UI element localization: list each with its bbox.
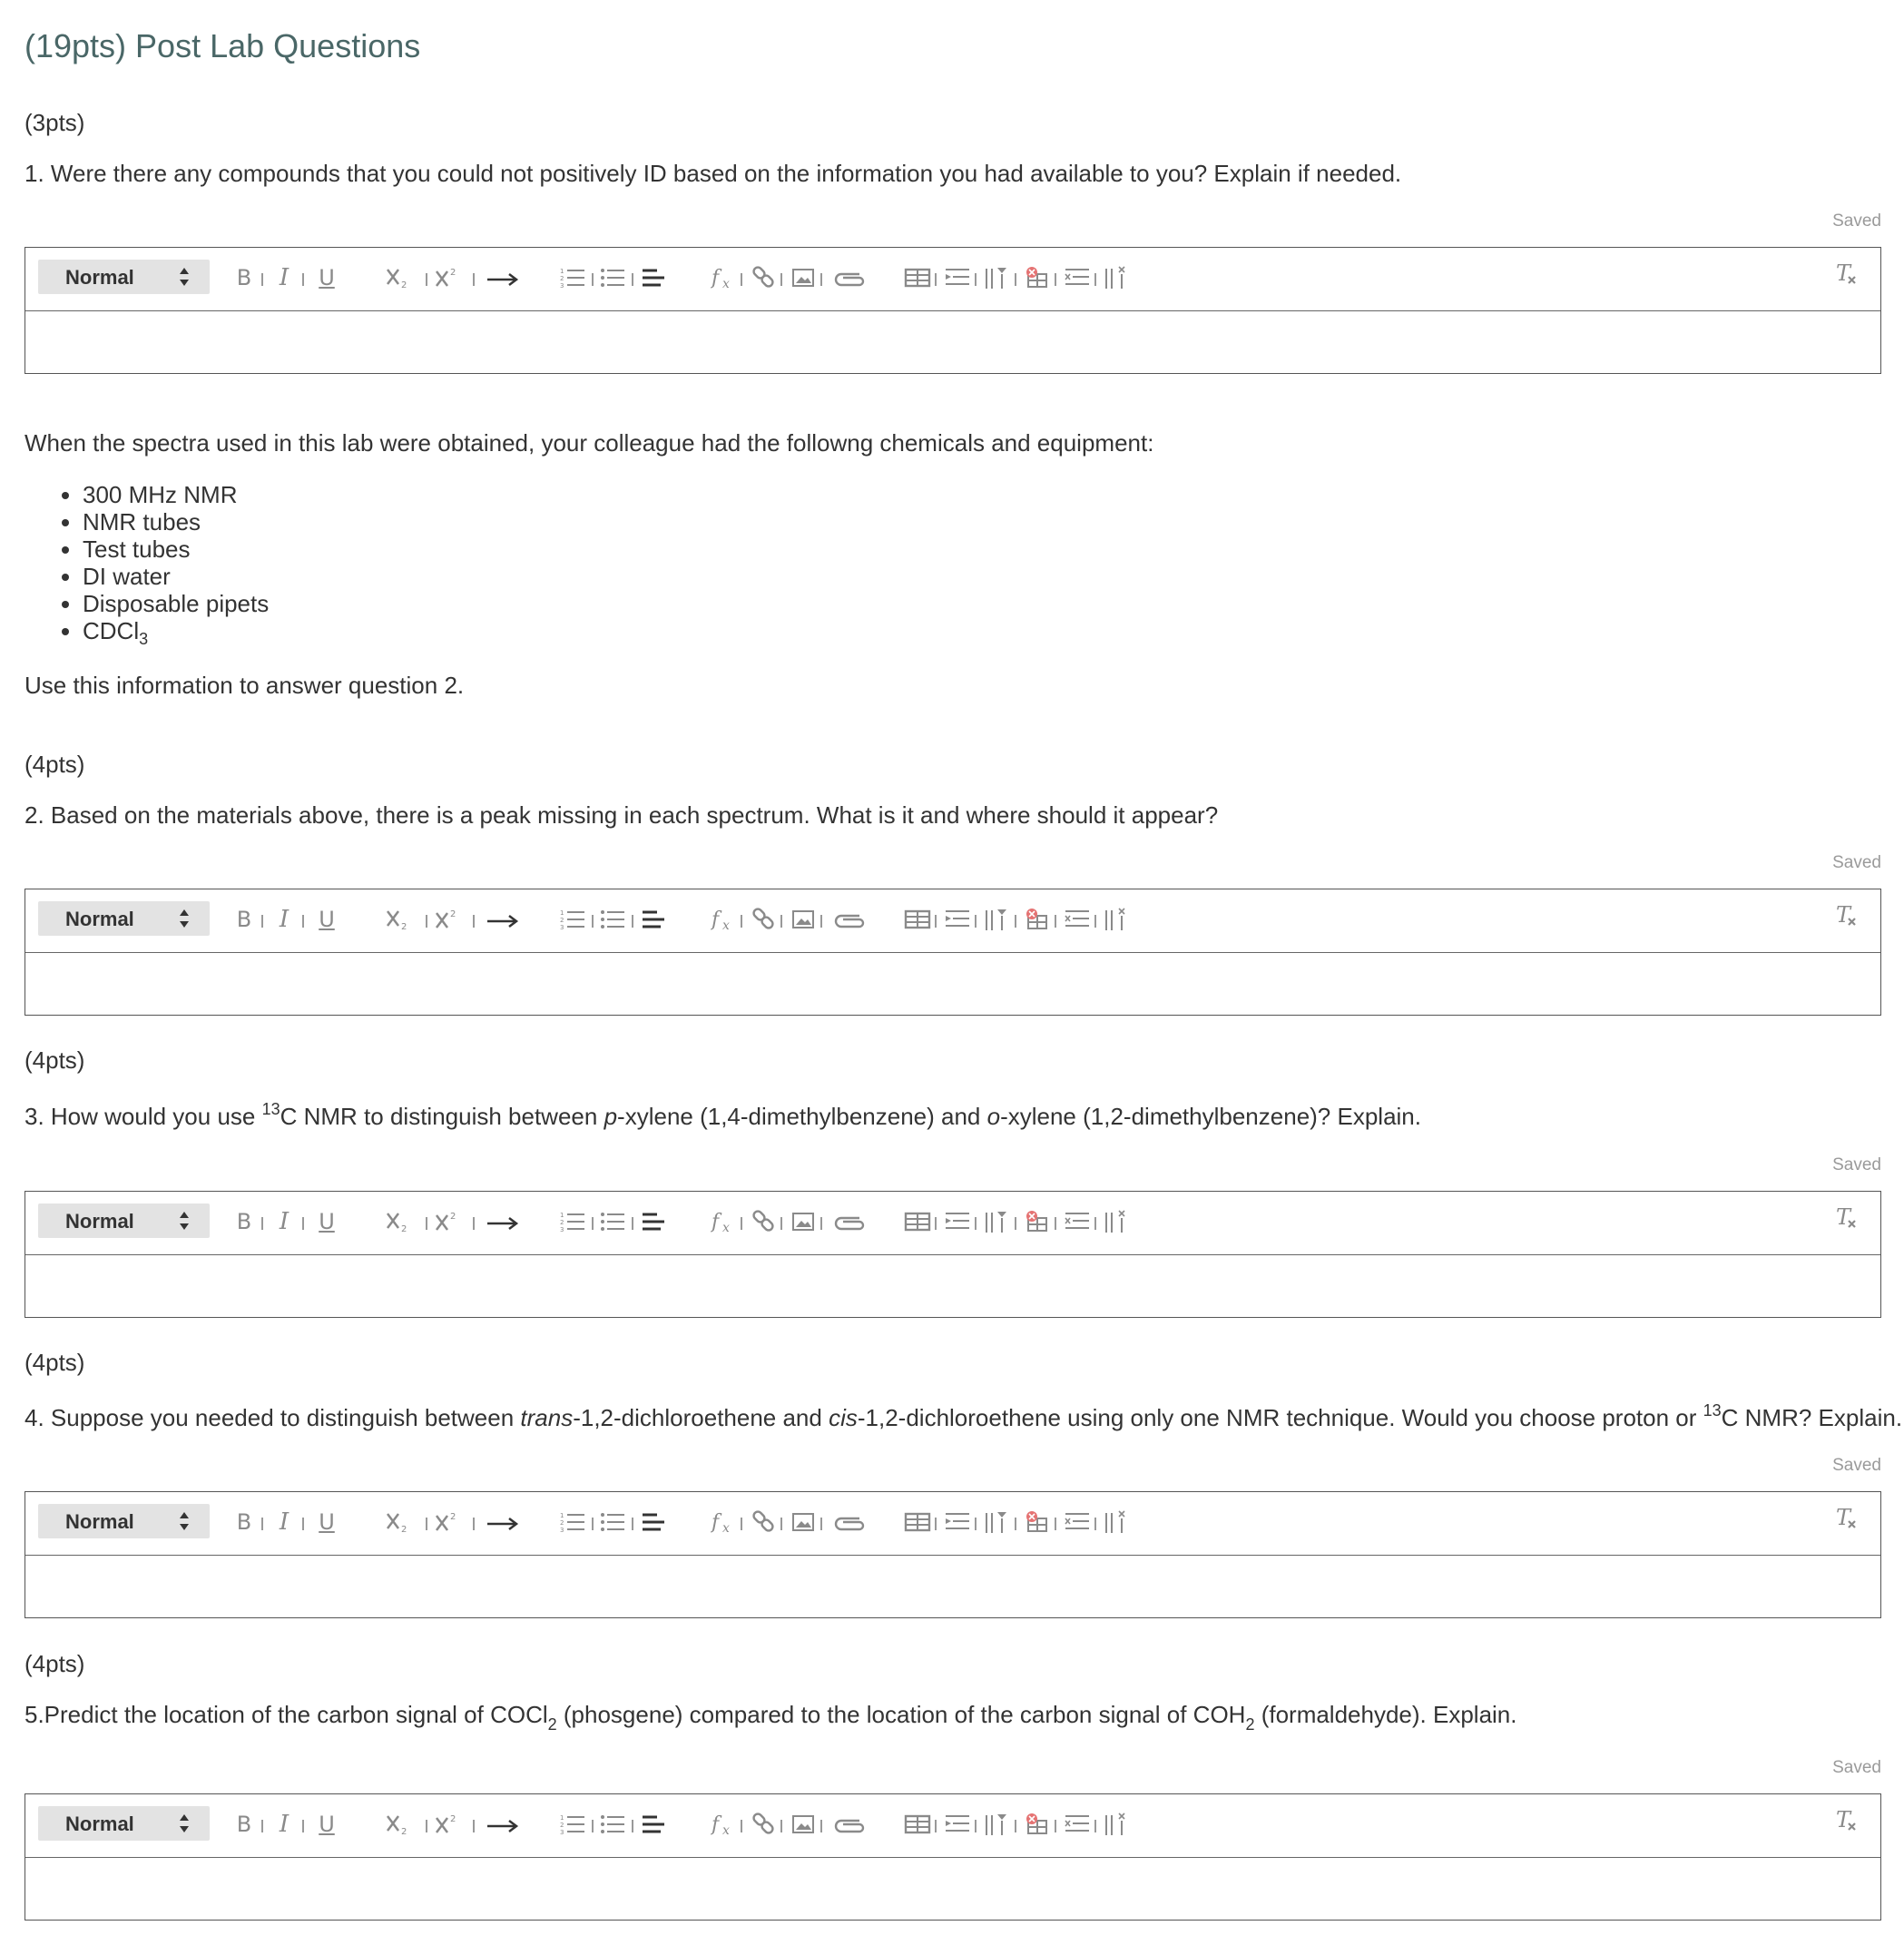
align-left-icon[interactable] — [639, 260, 668, 296]
select-arrows-icon — [179, 267, 190, 287]
clear-format-icon[interactable] — [1833, 261, 1859, 291]
editor-text-area[interactable] — [25, 1255, 1880, 1317]
delete-table-icon[interactable] — [1022, 1504, 1051, 1540]
underline-button[interactable] — [314, 1203, 339, 1240]
format-select-value: Normal — [65, 1210, 134, 1233]
subscript-icon[interactable] — [383, 260, 417, 296]
italic-button[interactable] — [272, 260, 296, 296]
format-select[interactable] — [38, 901, 210, 936]
q2-points: (4pts) — [25, 751, 85, 778]
equipment-outro: Use this information to answer question 2. — [25, 672, 465, 699]
superscript-icon[interactable] — [432, 901, 466, 938]
insert-row-above-icon[interactable] — [942, 901, 973, 938]
svg-text:3: 3 — [560, 1829, 564, 1836]
underline-button[interactable] — [314, 260, 339, 296]
link-icon[interactable] — [750, 1203, 777, 1240]
italic-button[interactable] — [272, 1806, 296, 1842]
select-arrows-icon — [179, 1511, 190, 1531]
delete-column-icon[interactable] — [1102, 1504, 1131, 1540]
attach-icon[interactable] — [831, 1203, 866, 1240]
q5-points: (4pts) — [25, 1650, 85, 1677]
list-item: • Disposable pipets — [83, 590, 269, 617]
ordered-list-icon[interactable] — [557, 1504, 588, 1540]
arrow-right-icon[interactable] — [485, 1806, 521, 1842]
formula-icon[interactable] — [710, 901, 737, 938]
delete-row-icon[interactable] — [1062, 1806, 1093, 1842]
formula-icon[interactable] — [710, 260, 737, 296]
format-select-value: Normal — [65, 266, 134, 289]
delete-row-icon[interactable] — [1062, 901, 1093, 938]
list-item: • NMR tubes — [83, 508, 269, 535]
bold-button[interactable] — [232, 1504, 256, 1540]
svg-text:2: 2 — [560, 1219, 564, 1226]
svg-text:f: f — [712, 1211, 720, 1233]
superscript-icon[interactable] — [432, 1203, 466, 1240]
clear-format-icon[interactable] — [1833, 903, 1859, 933]
svg-text:2: 2 — [401, 922, 407, 932]
arrow-right-icon[interactable] — [485, 1203, 521, 1240]
equipment-list — [25, 481, 269, 647]
svg-text:1: 1 — [560, 1814, 564, 1822]
arrow-right-icon[interactable] — [485, 901, 521, 938]
underline-button[interactable] — [314, 1806, 339, 1842]
svg-text:x: x — [722, 1521, 730, 1535]
svg-text:2: 2 — [450, 1814, 456, 1824]
align-left-icon[interactable] — [639, 1806, 668, 1842]
format-select[interactable] — [38, 1504, 210, 1538]
svg-text:2: 2 — [450, 1212, 456, 1222]
italic-button[interactable] — [272, 901, 296, 938]
svg-text:x: x — [722, 1823, 730, 1837]
image-icon[interactable] — [790, 901, 817, 938]
italic-button[interactable] — [272, 1203, 296, 1240]
superscript-icon[interactable] — [432, 1806, 466, 1842]
q5-answer-editor — [25, 1793, 1881, 1921]
q2-text: 2. Based on the materials above, there is a peak missing in each spectrum. What is it and where should it appear? — [25, 801, 1219, 829]
q1-text: 1. Were there any compounds that you could not positively ID based on the information you had available to you? Explain if needed. — [25, 160, 1402, 187]
italic-label: I — [279, 264, 290, 291]
formula-icon[interactable] — [710, 1203, 737, 1240]
select-arrows-icon — [179, 1211, 190, 1231]
q3-saved-status: Saved — [1832, 1155, 1881, 1174]
svg-text:2: 2 — [560, 275, 564, 282]
superscript-icon[interactable] — [432, 1504, 466, 1540]
bold-button[interactable] — [232, 1203, 256, 1240]
bullet-list-icon[interactable] — [597, 1203, 628, 1240]
svg-text:2: 2 — [401, 1525, 407, 1535]
format-select[interactable] — [38, 260, 210, 294]
svg-text:1: 1 — [560, 1212, 564, 1219]
formula-icon[interactable] — [710, 1806, 737, 1842]
q4-text: 4. Suppose you needed to distinguish between trans-1,2-dichloroethene and cis-1,2-dichloroethene using only one NMR technique. Would you choose proton or $^{13}$C NMR? Explain. — [25, 1401, 1903, 1431]
table-icon[interactable] — [902, 901, 933, 938]
svg-text:2: 2 — [401, 1224, 407, 1234]
q5-text: 5.Predict the location of the carbon signal of COCl$_2$ (phosgene) compared to the location of the carbon signal of $COH_2$ (formaldehyde). Explain. — [25, 1701, 1517, 1734]
italic-label: I — [279, 1811, 290, 1838]
underline-label: U — [319, 1812, 335, 1837]
table-icon[interactable] — [902, 1203, 933, 1240]
q1-saved-status: Saved — [1832, 211, 1881, 231]
bullet-list-icon[interactable] — [597, 260, 628, 296]
q4-saved-status: Saved — [1832, 1456, 1881, 1475]
equipment-intro: When the spectra used in this lab were obtained, your colleague had the followng chemicals and equipment: — [25, 429, 1154, 457]
bold-button[interactable] — [232, 260, 256, 296]
arrow-right-icon[interactable] — [485, 1504, 521, 1540]
underline-label: U — [319, 265, 335, 290]
delete-table-icon[interactable] — [1022, 901, 1051, 938]
svg-text:T: T — [1836, 903, 1851, 928]
insert-column-icon[interactable] — [982, 901, 1011, 938]
bold-label: B — [236, 907, 252, 932]
list-item: • DI water — [83, 563, 269, 590]
subscript-icon[interactable] — [383, 901, 417, 938]
delete-column-icon[interactable] — [1102, 1203, 1131, 1240]
table-icon[interactable] — [902, 1806, 933, 1842]
q1-points: (3pts) — [25, 109, 85, 136]
editor-toolbar — [25, 1192, 1880, 1255]
svg-text:2: 2 — [560, 917, 564, 924]
format-select-value: Normal — [65, 1813, 134, 1835]
formula-icon[interactable] — [710, 1504, 737, 1540]
superscript-icon[interactable] — [432, 260, 466, 296]
q4-points: (4pts) — [25, 1349, 85, 1376]
insert-row-above-icon[interactable] — [942, 1203, 973, 1240]
ordered-list-icon[interactable] — [557, 260, 588, 296]
editor-toolbar — [25, 1794, 1880, 1858]
bold-label: B — [236, 1509, 252, 1535]
svg-text:1: 1 — [560, 1512, 564, 1519]
svg-text:f: f — [712, 1511, 720, 1534]
delete-column-icon[interactable] — [1102, 1806, 1131, 1842]
svg-text:x: x — [722, 277, 730, 290]
cdcl-sub: 3 — [139, 630, 149, 648]
italic-label: I — [279, 1508, 290, 1536]
svg-text:T: T — [1836, 1506, 1851, 1530]
svg-text:3: 3 — [560, 1527, 564, 1534]
attach-icon[interactable] — [831, 260, 866, 296]
list-item: • 300 MHz NMR — [83, 481, 269, 508]
svg-text:f: f — [712, 267, 720, 290]
insert-column-icon[interactable] — [982, 260, 1011, 296]
q2-answer-editor — [25, 889, 1881, 1016]
select-arrows-icon — [179, 909, 190, 928]
insert-row-above-icon[interactable] — [942, 260, 973, 296]
svg-text:x: x — [722, 1221, 730, 1234]
table-icon[interactable] — [902, 260, 933, 296]
align-left-icon[interactable] — [639, 1504, 668, 1540]
link-icon[interactable] — [750, 1504, 777, 1540]
align-left-icon[interactable] — [639, 1203, 668, 1240]
q4-answer-editor — [25, 1491, 1881, 1618]
q1-answer-editor — [25, 247, 1881, 374]
underline-button[interactable] — [314, 1504, 339, 1540]
insert-column-icon[interactable] — [982, 1504, 1011, 1540]
bullet-list-icon[interactable] — [597, 1806, 628, 1842]
image-icon[interactable] — [790, 260, 817, 296]
svg-text:2: 2 — [450, 909, 456, 919]
svg-text:T: T — [1836, 261, 1851, 286]
editor-text-area[interactable] — [25, 1858, 1880, 1920]
attach-icon[interactable] — [831, 901, 866, 938]
editor-text-area[interactable] — [25, 953, 1880, 1015]
bullet-list-icon[interactable] — [597, 901, 628, 938]
delete-column-icon[interactable] — [1102, 260, 1131, 296]
link-icon[interactable] — [750, 260, 777, 296]
svg-text:f: f — [712, 1813, 720, 1836]
editor-text-area[interactable] — [25, 1556, 1880, 1617]
insert-row-above-icon[interactable] — [942, 1806, 973, 1842]
svg-text:3: 3 — [560, 282, 564, 290]
editor-toolbar — [25, 1492, 1880, 1556]
svg-text:3: 3 — [560, 1226, 564, 1233]
italic-button[interactable] — [272, 1504, 296, 1540]
q2-saved-status: Saved — [1832, 853, 1881, 872]
format-select-value: Normal — [65, 908, 134, 930]
delete-table-icon[interactable] — [1022, 1203, 1051, 1240]
delete-row-icon[interactable] — [1062, 1203, 1093, 1240]
ordered-list-icon[interactable] — [557, 1203, 588, 1240]
svg-text:x: x — [722, 919, 730, 932]
svg-text:T: T — [1836, 1808, 1851, 1832]
delete-table-icon[interactable] — [1022, 1806, 1051, 1842]
clear-format-icon[interactable] — [1833, 1205, 1859, 1235]
page-title: (19pts) Post Lab Questions — [25, 27, 421, 64]
delete-column-icon[interactable] — [1102, 901, 1131, 938]
subscript-icon[interactable] — [383, 1504, 417, 1540]
delete-row-icon[interactable] — [1062, 260, 1093, 296]
image-icon[interactable] — [790, 1203, 817, 1240]
list-item — [83, 617, 269, 647]
insert-row-above-icon[interactable] — [942, 1504, 973, 1540]
image-icon[interactable] — [790, 1504, 817, 1540]
underline-label: U — [319, 1509, 335, 1535]
bold-button[interactable] — [232, 1806, 256, 1842]
svg-text:2: 2 — [450, 268, 456, 278]
delete-row-icon[interactable] — [1062, 1504, 1093, 1540]
select-arrows-icon — [179, 1813, 190, 1833]
format-select-value: Normal — [65, 1510, 134, 1533]
bold-label: B — [236, 1812, 252, 1837]
subscript-icon[interactable] — [383, 1806, 417, 1842]
svg-text:2: 2 — [401, 1827, 407, 1837]
editor-toolbar — [25, 248, 1880, 311]
svg-text:T: T — [1836, 1205, 1851, 1230]
attach-icon[interactable] — [831, 1504, 866, 1540]
arrow-right-icon[interactable] — [485, 260, 521, 296]
q5-saved-status: Saved — [1832, 1758, 1881, 1777]
ordered-list-icon[interactable] — [557, 901, 588, 938]
list-item: • Test tubes — [83, 535, 269, 563]
table-icon[interactable] — [902, 1504, 933, 1540]
svg-text:1: 1 — [560, 268, 564, 275]
bold-label: B — [236, 265, 252, 290]
attach-icon[interactable] — [831, 1806, 866, 1842]
svg-text:2: 2 — [450, 1512, 456, 1522]
svg-text:3: 3 — [560, 924, 564, 931]
bold-label: B — [236, 1209, 252, 1234]
underline-button[interactable] — [314, 901, 339, 938]
delete-table-icon[interactable] — [1022, 260, 1051, 296]
italic-label: I — [279, 1208, 290, 1235]
bold-button[interactable] — [232, 901, 256, 938]
editor-text-area[interactable] — [25, 311, 1880, 373]
q3-answer-editor — [25, 1191, 1881, 1318]
q3-text: 3. How would you use $^{13}$C NMR to distinguish between p-xylene (1,4-dimethylbenzene) and o-xylene (1,2-dimethylbenzene)? Explain. — [25, 1100, 1421, 1130]
q3-points: (4pts) — [25, 1046, 85, 1074]
svg-text:2: 2 — [560, 1519, 564, 1527]
insert-column-icon[interactable] — [982, 1806, 1011, 1842]
underline-label: U — [319, 907, 335, 932]
link-icon[interactable] — [750, 901, 777, 938]
subscript-icon[interactable] — [383, 1203, 417, 1240]
svg-text:2: 2 — [401, 280, 407, 290]
align-left-icon[interactable] — [639, 901, 668, 938]
svg-text:2: 2 — [560, 1822, 564, 1829]
underline-label: U — [319, 1209, 335, 1234]
insert-column-icon[interactable] — [982, 1203, 1011, 1240]
link-icon[interactable] — [750, 1806, 777, 1842]
bullet-list-icon[interactable] — [597, 1504, 628, 1540]
format-select[interactable] — [38, 1203, 210, 1238]
italic-label: I — [279, 906, 290, 933]
svg-text:1: 1 — [560, 909, 564, 917]
clear-format-icon[interactable] — [1833, 1506, 1859, 1536]
clear-format-icon[interactable] — [1833, 1808, 1859, 1838]
editor-toolbar — [25, 889, 1880, 953]
cdcl-base: CDCl — [83, 617, 140, 644]
format-select[interactable] — [38, 1806, 210, 1841]
image-icon[interactable] — [790, 1806, 817, 1842]
svg-text:f: f — [712, 909, 720, 931]
ordered-list-icon[interactable] — [557, 1806, 588, 1842]
